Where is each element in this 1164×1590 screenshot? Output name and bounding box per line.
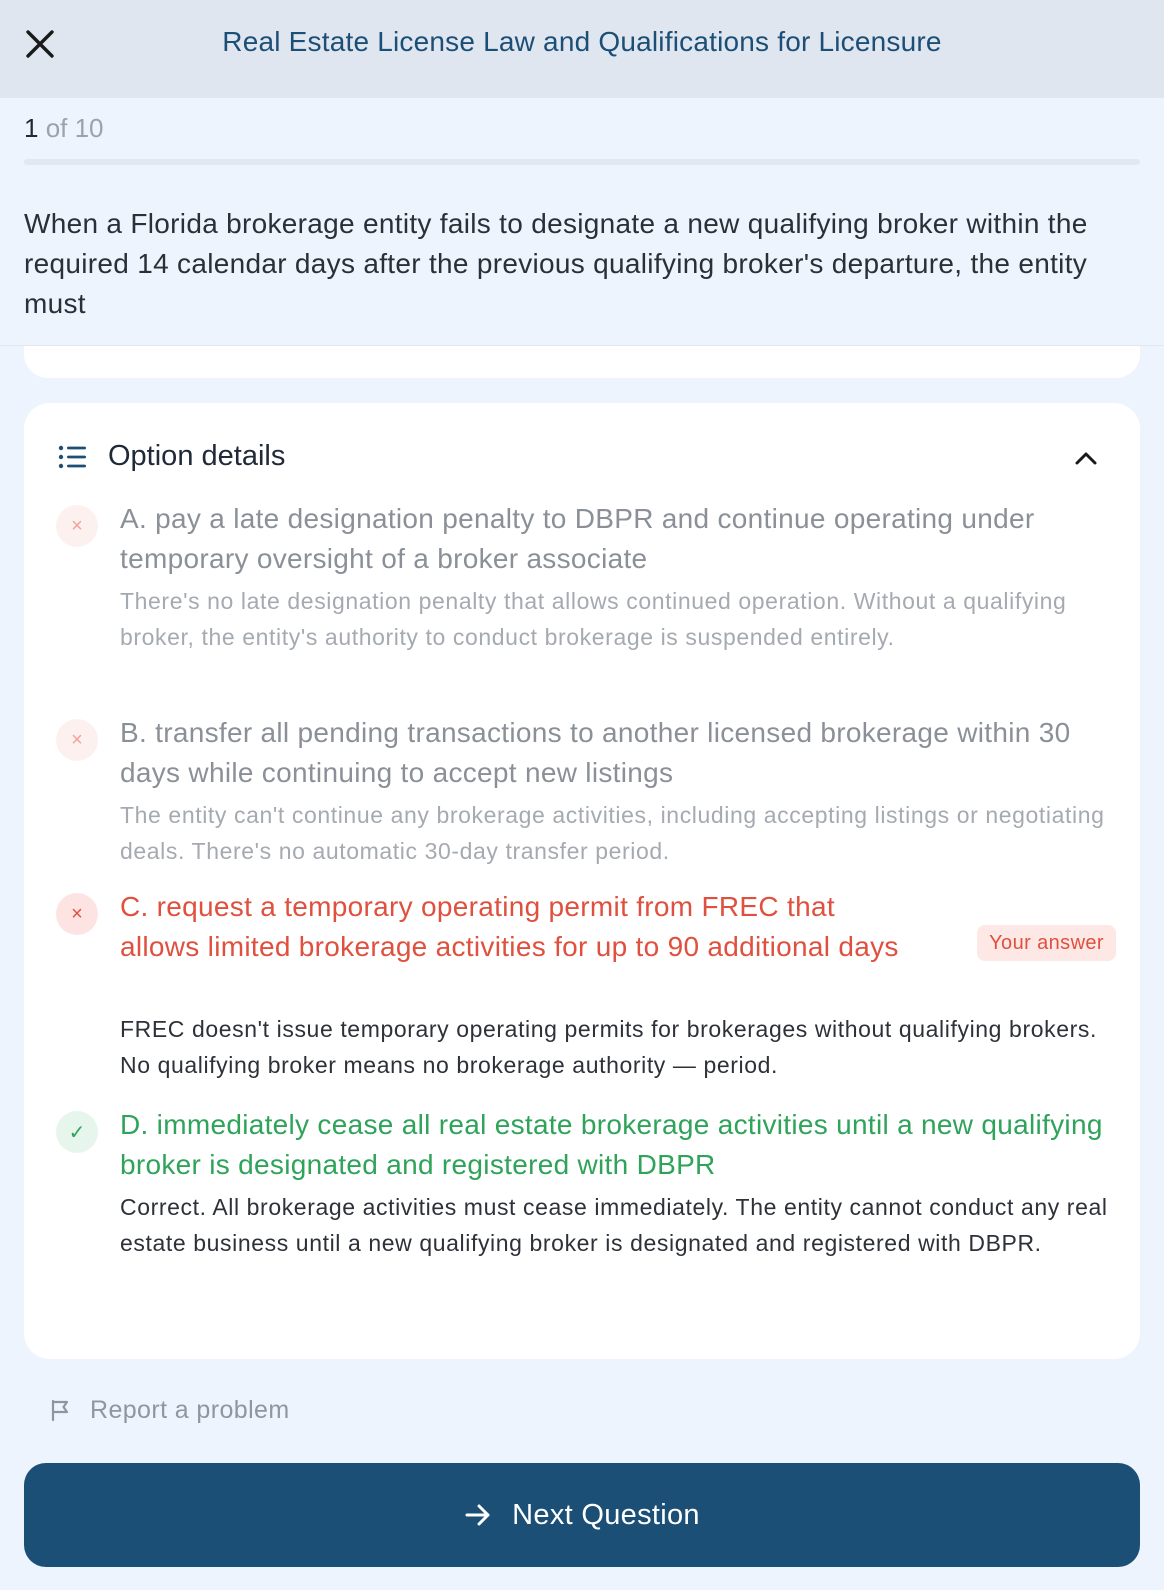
next-question-label: Next Question — [512, 1498, 700, 1531]
next-question-button[interactable] — [24, 1463, 1140, 1567]
option-explanation: FREC doesn't issue temporary operating permits for brokerages without qualifying brokers. No qualifying broker means no brokerage authority — period. — [120, 1016, 1097, 1078]
arrow-right-icon — [464, 1501, 492, 1529]
page-title: Real Estate License Law and Qualifications for Licensure — [222, 26, 942, 57]
progress-counter — [24, 113, 104, 144]
report-problem-link[interactable] — [48, 1392, 290, 1428]
question-card-bottom — [24, 346, 1140, 378]
flag-icon — [48, 1398, 72, 1422]
option-details-title: Option details — [108, 440, 286, 472]
app-header — [0, 0, 1164, 98]
progress-total: of 10 — [38, 113, 104, 143]
check-icon: ✓ — [56, 1111, 98, 1153]
chevron-up-icon — [1072, 445, 1100, 473]
option-explanation: There's no late designation penalty that allows continued operation. Without a qualifying broker, the entity's authority to conduct brokerage is suspended entirely. — [120, 588, 1067, 650]
your-answer-badge: Your answer — [977, 925, 1116, 961]
option-text: B. transfer all pending transactions to another licensed brokerage within 30 days while continuing to accept new listings — [120, 717, 1071, 788]
progress-current: 1 — [24, 113, 39, 143]
option-text: C. request a temporary operating permit from FREC that allows limited brokerage activities for up to 90 additional days — [120, 891, 899, 962]
report-problem-label: Report a problem — [90, 1395, 290, 1424]
progress-bar-fill — [24, 159, 136, 165]
option-text: A. pay a late designation penalty to DBPR and continue operating under temporary oversight of a broker associate — [120, 503, 1035, 574]
option-explanation: Correct. All brokerage activities must cease immediately. The entity cannot conduct any real estate business until a new qualifying broker is designated and registered with DBPR. — [120, 1194, 1108, 1256]
collapse-button[interactable] — [1072, 445, 1100, 473]
option-explanation: The entity can't continue any brokerage activities, including accepting listings or negotiating deals. There's no automatic 30-day transfer period. — [120, 802, 1105, 864]
wrong-icon: × — [56, 719, 98, 761]
progress-bar — [24, 159, 1140, 165]
option-details-card — [24, 403, 1140, 1359]
question-text: When a Florida brokerage entity fails to designate a new qualifying broker within the required 14 calendar days after the previous qualifying broker's departure, the entity must — [24, 208, 1088, 319]
list-icon — [58, 445, 86, 469]
wrong-icon: × — [56, 893, 98, 935]
option-text: D. immediately cease all real estate brokerage activities until a new qualifying broker is designated and registered with DBPR — [120, 1109, 1103, 1180]
option-details-header[interactable] — [56, 439, 1108, 479]
wrong-icon: × — [56, 505, 98, 547]
